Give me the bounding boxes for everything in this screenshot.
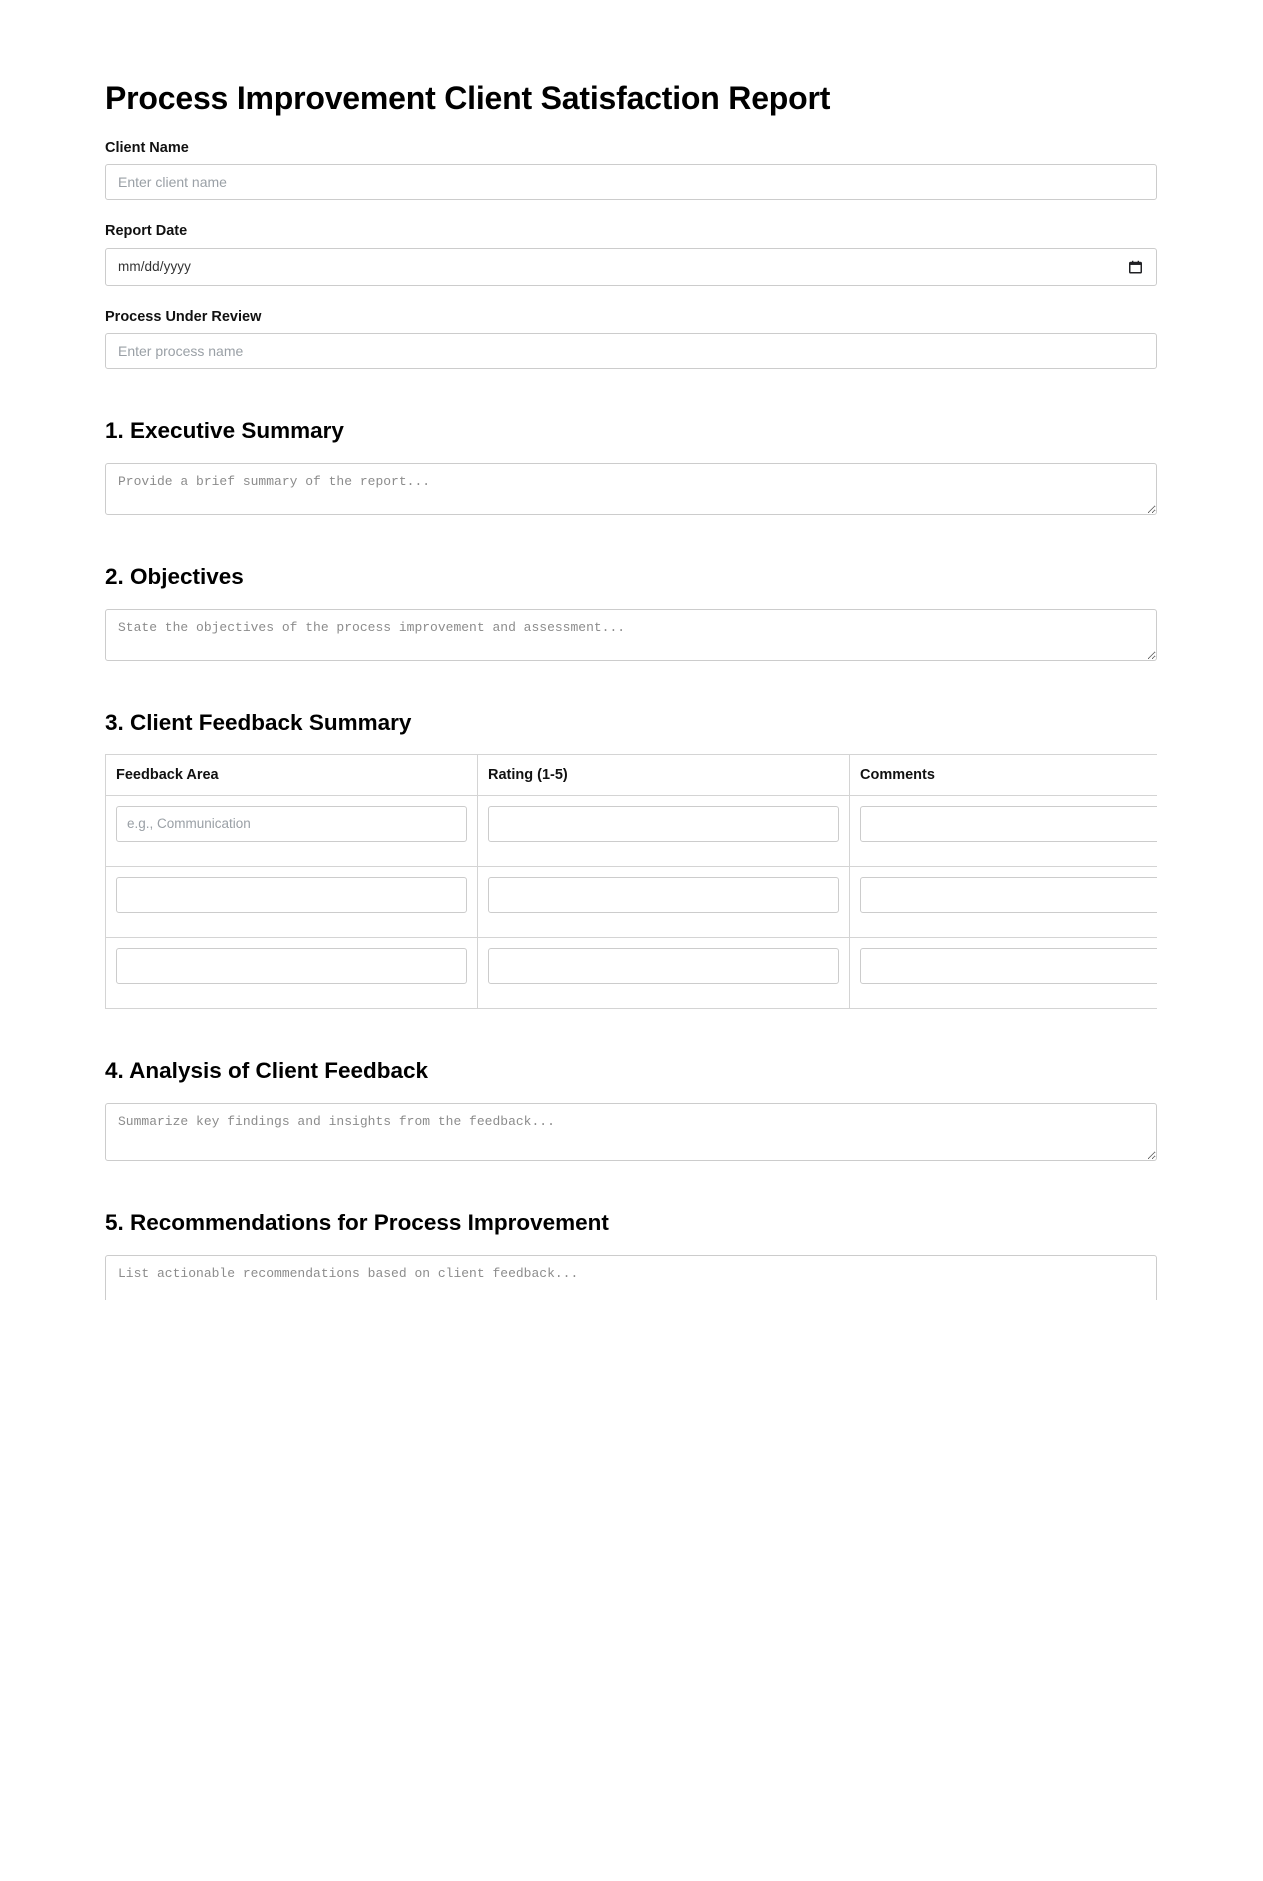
cell-rating xyxy=(478,937,850,1008)
field-process-under-review xyxy=(105,309,1157,369)
rating-input-row-3[interactable] xyxy=(488,948,839,984)
report-date-input[interactable] xyxy=(105,248,1157,286)
report-date-wrapper xyxy=(105,248,1157,286)
cell-feedback-area xyxy=(106,866,478,937)
column-header-rating: Rating (1-5) xyxy=(478,754,850,795)
feedback-table-head xyxy=(106,754,1158,795)
report-date-label: Report Date xyxy=(105,223,188,240)
cell-rating xyxy=(478,795,850,866)
feedback-area-input-row-2[interactable] xyxy=(116,877,467,913)
table-row xyxy=(106,866,1158,937)
column-header-feedback-area: Feedback Area xyxy=(106,754,478,795)
rating-input-row-1[interactable] xyxy=(488,806,839,842)
table-row xyxy=(106,795,1158,866)
table-header-row xyxy=(106,754,1158,795)
table-row xyxy=(106,937,1158,1008)
executive-summary-wrapper xyxy=(105,463,1157,515)
recommendations-wrapper xyxy=(105,1255,1157,1300)
section-heading-executive-summary: 1. Executive Summary xyxy=(105,417,344,443)
cell-feedback-area xyxy=(106,937,478,1008)
objectives-wrapper xyxy=(105,609,1157,661)
section-analysis-of-client-feedback xyxy=(105,1057,1157,1161)
analysis-wrapper xyxy=(105,1103,1157,1161)
page-title: Process Improvement Client Satisfaction Report xyxy=(105,80,831,116)
column-header-comments: Comments xyxy=(850,754,1158,795)
section-heading-objectives: 2. Objectives xyxy=(105,563,244,589)
process-under-review-input[interactable] xyxy=(105,333,1157,369)
comments-input-row-1[interactable] xyxy=(860,806,1157,842)
feedback-table-body xyxy=(106,795,1158,1008)
rating-input-row-2[interactable] xyxy=(488,877,839,913)
field-client-name xyxy=(105,140,1157,200)
section-client-feedback-summary xyxy=(105,709,1157,1009)
comments-input-row-3[interactable] xyxy=(860,948,1157,984)
form-content xyxy=(105,0,1157,1300)
cell-rating xyxy=(478,866,850,937)
section-recommendations xyxy=(105,1209,1157,1300)
section-heading-analysis-of-client-feedback: 4. Analysis of Client Feedback xyxy=(105,1057,429,1083)
cell-comments xyxy=(850,795,1158,866)
analysis-textarea[interactable] xyxy=(105,1103,1157,1161)
recommendations-textarea[interactable] xyxy=(105,1255,1157,1300)
client-name-input[interactable] xyxy=(105,164,1157,200)
comments-input-row-2[interactable] xyxy=(860,877,1157,913)
section-heading-client-feedback-summary: 3. Client Feedback Summary xyxy=(105,709,412,735)
feedback-area-input-row-1[interactable] xyxy=(116,806,467,842)
cell-comments xyxy=(850,937,1158,1008)
section-executive-summary xyxy=(105,417,1157,515)
field-report-date xyxy=(105,223,1157,285)
objectives-textarea[interactable] xyxy=(105,609,1157,661)
process-under-review-label: Process Under Review xyxy=(105,308,262,325)
feedback-table xyxy=(105,754,1157,1009)
client-name-label: Client Name xyxy=(105,139,189,156)
section-objectives xyxy=(105,563,1157,661)
executive-summary-textarea[interactable] xyxy=(105,463,1157,515)
section-heading-recommendations: 5. Recommendations for Process Improvement xyxy=(105,1209,609,1235)
cell-feedback-area xyxy=(106,795,478,866)
feedback-area-input-row-3[interactable] xyxy=(116,948,467,984)
cell-comments xyxy=(850,866,1158,937)
